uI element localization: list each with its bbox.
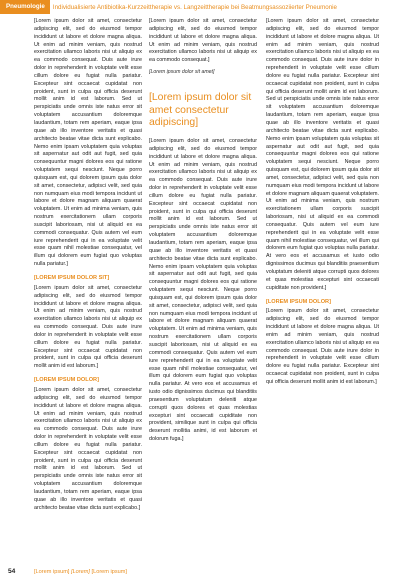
body-paragraph: [Lorem ipsum dolor sit amet, consectetur adipiscing elit, sed do eiusmod tempor incididunt ut labore et dolore magna aliqua. Ut enim ad minim veniam, quis nostrud exercitation ullamco laboris nisi ut aliquip ex ea commodo consequat. Duis aute irure dolor in reprehenderit in voluptate velit esse cillum dolore eu fugiat nulla pariatur. Excepteur sint occaecat cupidatat non proident, sunt in culpa qui officia deserunt mollit anim id est laborum.] <box>34 284 142 370</box>
body-paragraph: [Lorem ipsum dolor sit amet, consectetur adipiscing elit, sed do eiusmod tempor incididunt ut labore et dolore magna aliqua. Ut enim ad minim veniam, quis nostrud exercitation ullamco laboris nisi ut aliquip ex ea commodo consequat.] <box>149 18 257 64</box>
article-title: [Lorem ipsum dolor sit amet consectetur adipiscing] <box>149 92 252 129</box>
column-left <box>34 18 142 558</box>
body-paragraph: [Lorem ipsum dolor sit amet, consectetur adipiscing elit, sed do eiusmod tempor incididunt ut labore et dolore magna aliqua. Ut enim ad minim veniam, quis nostrud exercitation ullamco laboris nisi ut aliquip ex ea commodo consequat. Duis aute irure dolor in reprehenderit in voluptate velit esse cillum dolore eu fugiat nulla pariatur. Excepteur sint occaecat cupidatat non proident, sunt in culpa qui officia deserunt mollit anim id est laborum. Sed ut perspiciatis unde omnis iste natus error sit voluptatem accusantium doloremque laudantium, totam rem aperiam, eaque ipsa quae ab illo inventore veritatis et quasi architecto beatae vitae dicta sunt explicabo. Nemo enim ipsam voluptatem quia voluptas sit aspernatur aut odit aut fugit, sed quia consequuntur magni dolores eos qui ratione voluptatem sequi nesciunt. Neque porro quisquam est, qui dolorem ipsum quia dolor sit amet, consectetur, adipisci velit, sed quia non numquam eius modi tempora incidunt ut labore et dolore magnam aliquam quaerat voluptatem. Ut enim ad minima veniam, quis nostrum exercitationem ullam corporis suscipit laboriosam, nisi ut aliquid ex ea commodi consequatur. Quis autem vel eum iure reprehenderit qui in ea voluptate velit esse quam nihil molestiae consequatur, vel illum qui dolorem eum fugiat quo voluptas nulla pariatur. At vero eos et accusamus et iusto odio dignissimos ducimus qui blanditiis praesentium voluptatum deleniti atque corrupti quos dolores et quas molestias excepturi sint occaecati cupiditate non provident, similique sunt in culpa qui officia deserunt mollitia animi, id est laborum et dolorum fuga.] <box>149 138 257 443</box>
section-tag: Pneumologie <box>0 0 50 14</box>
body-paragraph: [Lorem ipsum dolor sit amet, consectetur adipiscing elit, sed do eiusmod tempor incididunt ut labore et dolore magna aliqua. Ut enim ad minim veniam, quis nostrud exercitation ullamco laboris nisi ut aliquip ex ea commodo consequat. Duis aute irure dolor in reprehenderit in voluptate velit esse cillum dolore eu fugiat nulla pariatur. Excepteur sint occaecat cupidatat non proident, sunt in culpa qui officia deserunt mollit anim id est laborum. Sed ut perspiciatis unde omnis iste natus error sit voluptatem accusantium doloremque laudantium, totam rem aperiam, eaque ipsa quae ab illo inventore veritatis et quasi architecto beatae vitae dicta sunt explicabo. Nemo enim ipsam voluptatem quia voluptas sit aspernatur aut odit aut fugit, sed quia consequuntur magni dolores eos qui ratione voluptatem sequi nesciunt. Neque porro quisquam est, qui dolorem ipsum quia dolor sit amet, consectetur, adipisci velit, sed quia non numquam eius modi tempora incidunt ut labore et dolore magnam aliquam quaerat voluptatem. Ut enim ad minima veniam, quis nostrum exercitationem ullam corporis suscipit laboriosam, nisi ut aliquid ex ea commodi consequatur. Quis autem vel eum iure reprehenderit qui in ea voluptate velit esse quam nihil molestiae consequatur, vel illum qui dolorem eum fugiat quo voluptas nulla pariatur.] <box>34 18 142 268</box>
section-heading: [LOREM IPSUM DOLOR SIT] <box>34 275 110 281</box>
section-heading: [LOREM IPSUM DOLOR] <box>266 298 331 305</box>
body-paragraph: [Lorem ipsum dolor sit amet, consectetur adipiscing elit, sed do eiusmod tempor incididunt ut labore et dolore magna aliqua. Ut enim ad minim veniam, quis nostrud exercitation ullamco laboris nisi ut aliquip ex ea commodo consequat. Duis aute irure dolor in reprehenderit in voluptate velit esse cillum dolore eu fugiat nulla pariatur. Excepteur sint occaecat cupidatat non proident, sunt in culpa qui officia deserunt mollit anim id est laborum.] <box>266 308 379 385</box>
journal-title: [Lorem] <box>71 569 90 575</box>
body-paragraph: [Lorem ipsum dolor sit amet, consectetur adipiscing elit, sed do eiusmod tempor incididunt ut labore et dolore magna aliqua. Ut enim ad minim veniam, quis nostrud exercitation ullamco laboris nisi ut aliquip ex ea commodo consequat. Duis aute irure dolor in reprehenderit in voluptate velit esse cillum dolore eu fugiat nulla pariatur. Excepteur sint occaecat cupidatat non proident, sunt in culpa qui officia deserunt mollit anim id est laborum. Sed ut perspiciatis unde omnis iste natus error sit voluptatem accusantium doloremque laudantium, totam rem aperiam, eaque ipsa quae ab illo inventore veritatis et quasi architecto beatae vitae dicta sunt explicabo. Nemo enim ipsam voluptatem quia voluptas sit aspernatur aut odit aut fugit, sed quia consequuntur magni dolores eos qui ratione voluptatem sequi nesciunt. Neque porro quisquam est, qui dolorem ipsum quia dolor sit amet, consectetur, adipisci velit, sed quia non numquam eius modi tempora incidunt ut labore et dolore magnam aliquam quaerat voluptatem. Ut enim ad minima veniam, quis nostrum exercitationem ullam corporis suscipit laboriosam, nisi ut aliquid ex ea commodi consequatur. Quis autem vel eum iure reprehenderit qui in ea voluptate velit esse quam nihil molestiae consequatur, vel illum qui dolorem eum fugiat quo voluptas nulla pariatur. At vero eos et accusamus et iusto odio dignissimos ducimus qui blanditiis praesentium voluptatum deleniti atque corrupti quos dolores et quas molestias excepturi sint occaecati cupiditate non provident.] <box>266 18 379 291</box>
section-heading: [LOREM IPSUM DOLOR] <box>34 377 99 384</box>
page-number: 54 <box>8 568 16 575</box>
column-middle <box>149 18 257 558</box>
journal-prefix: [Lorem ipsum] <box>34 569 70 575</box>
column-right <box>266 18 379 558</box>
citation: [Lorem ipsum dolor sit amet] <box>149 69 215 76</box>
body-paragraph: [Lorem ipsum dolor sit amet, consectetur adipiscing elit, sed do eiusmod tempor incididunt ut labore et dolore magna aliqua. Ut enim ad minim veniam, quis nostrud exercitation ullamco laboris nisi ut aliquip ex ea commodo consequat. Duis aute irure dolor in reprehenderit in voluptate velit esse cillum dolore eu fugiat nulla pariatur. Excepteur sint occaecat cupidatat non proident, sunt in culpa qui officia deserunt mollit anim id est laborum. Sed ut perspiciatis unde omnis iste natus error sit voluptatem accusantium doloremque laudantium, totam rem aperiam, eaque ipsa quae ab illo inventore veritatis et quasi architecto beatae vitae dicta sunt explicabo.] <box>34 386 142 511</box>
running-header <box>0 0 413 14</box>
running-title: Individualisierte Antibiotika-Kurzzeittherapie vs. Langzeittherapie bei Beatmungsassoziierter Pneumonie <box>52 3 337 11</box>
page-footer <box>0 561 413 585</box>
journal-footer <box>34 569 127 575</box>
journal-issue: [Lorem ipsum] <box>91 569 127 575</box>
